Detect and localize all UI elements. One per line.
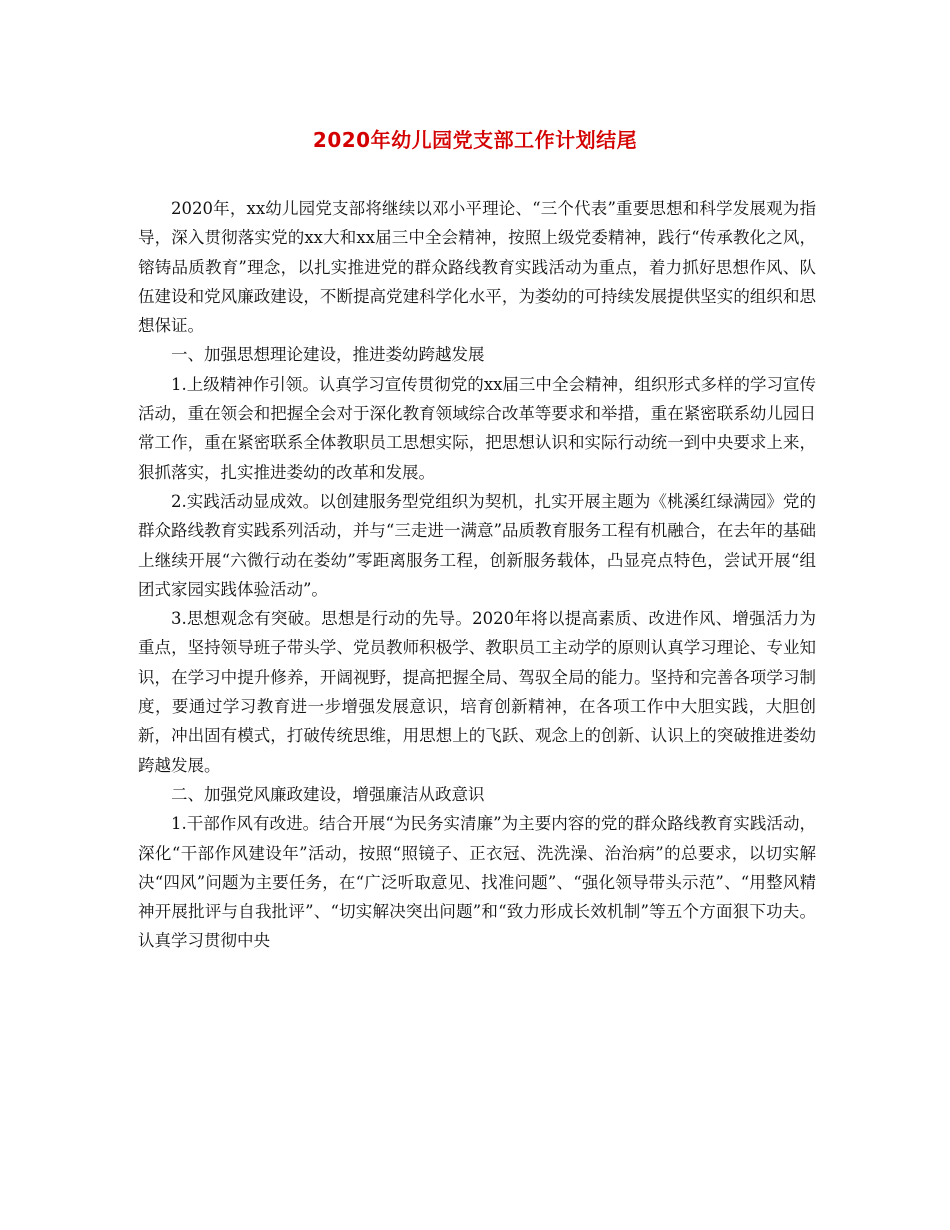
paragraph-intro: 2020年，xx幼儿园党支部将继续以邓小平理论、“三个代表”重要思想和科学发展观为指导，深入贯彻落实党的xx大和xx届三中全会精神，按照上级党委精神，践行“传承教化之风，镕铸品质教育”理念，以扎实推进党的群众路线教育实践活动为重点，着力抓好思想作风、队伍建设和党风廉政建设，不断提高党建科学化水平，为娄幼的可持续发展提供坚实的组织和思想保证。 [138,199,816,336]
paragraph-1-1: 1.上级精神作引领。认真学习宣传贯彻党的xx届三中全会精神，组织形式多样的学习宣传活动，重在领会和把握全会对于深化教育领域综合改革等要求和举措，重在紧密联系幼儿园日常工作，重在紧密联系全体教职员工思想实际，把思想认识和实际行动统一到中央要求上来，狠抓落实，扎实推进娄幼的改革和发展。 [138,374,816,482]
paragraph-1-2: 2.实践活动显成效。以创建服务型党组织为契机，扎实开展主题为《桃溪红绿满园》党的群众路线教育实践系列活动，并与“三走进一满意”品质教育服务工程有机融合，在去年的基础上继续开展“六微行动在娄幼”零距离服务工程，创新服务载体，凸显亮点特色，尝试开展“组团式家园实践体验活动”。 [138,491,816,599]
document-title: 2020年幼儿园党支部工作计划结尾 [312,128,638,152]
section-heading-2: 二、加强党风廉政建设，增强廉洁从政意识 [171,784,485,804]
document-body [138,194,816,956]
paragraph-2-1: 1.干部作风有改进。结合开展“为民务实清廉”为主要内容的党的群众路线教育实践活动，深化“干部作风建设年”活动，按照“照镜子、正衣冠、洗洗澡、治治病”的总要求，以切实解决“四风”问题为主要任务，在“广泛听取意见、找准问题”、“强化领导带头示范”、“用整风精神开展批评与自我批评”、“切实解决突出问题”和“致力形成长效机制”等五个方面狠下功夫。认真学习贯彻中央 [138,814,816,951]
paragraph-1-3: 3.思想观念有突破。思想是行动的先导。2020年将以提高素质、改进作风、增强活力为重点，坚持领导班子带头学、党员教师积极学、教职员工主动学的原则认真学习理论、专业知识，在学习中提升修养，开阔视野，提高把握全局、驾驭全局的能力。坚持和完善各项学习制度，要通过学习教育进一步增强发展意识，培育创新精神，在各项工作中大胆实践，大胆创新，冲出固有模式，打破传统思维，用思想上的飞跃、观念上的创新、认识上的突破推进娄幼跨越发展。 [138,609,816,775]
section-heading-1: 一、加强思想理论建设，推进娄幼跨越发展 [171,345,485,365]
